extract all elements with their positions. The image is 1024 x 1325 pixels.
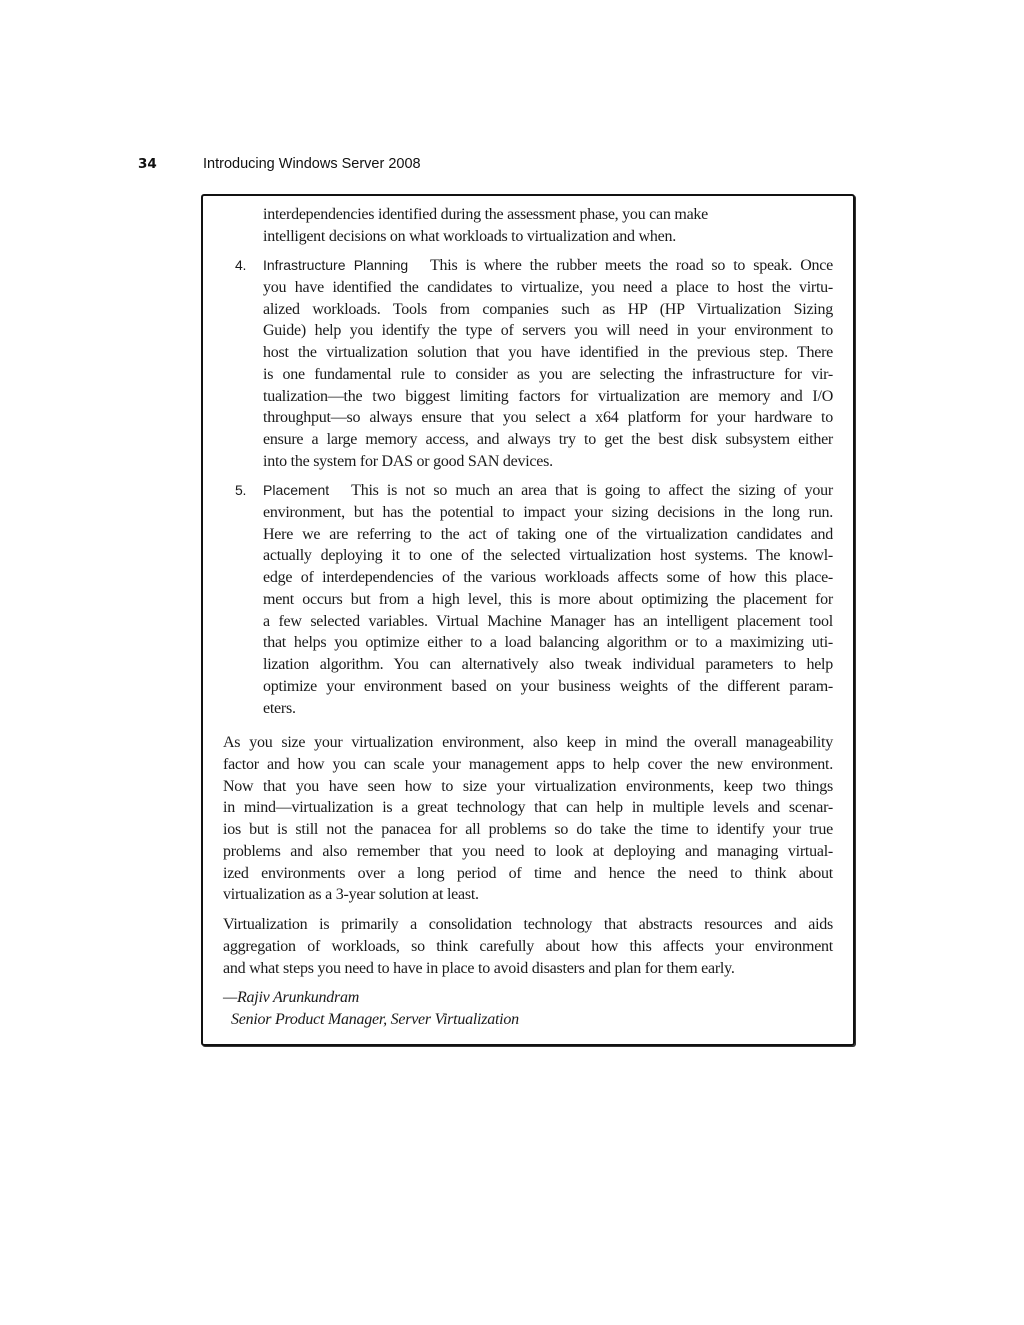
signature-role: Senior Product Manager, Server Virtualization bbox=[231, 1010, 519, 1028]
list-item-infrastructure-planning bbox=[235, 255, 833, 473]
text-line: Here we are referring to the act of taking one of the virtualization candidates and bbox=[263, 525, 833, 543]
text-line: As you size your virtualization environment, also keep in mind the overall manageability bbox=[223, 734, 833, 751]
text-line: alized workloads. Tools from companies such as HP (HP Virtualization Sizing bbox=[263, 300, 833, 318]
text-line: Guide) help you identify the type of servers you will need in your environment to bbox=[263, 322, 833, 340]
text-line: problems and also remember that you need to look at deploying and managing virtual- bbox=[223, 842, 833, 860]
body-paragraph bbox=[223, 732, 833, 906]
text-line: ensure a large memory access, and always try to get the best disk subsystem either bbox=[263, 431, 833, 448]
text-line: eters. bbox=[263, 699, 296, 717]
text-line: edge of interdependencies of the various workloads affects some of how this place- bbox=[263, 569, 833, 586]
text-line: actually deploying it to one of the selected virtualization host systems. The knowl- bbox=[263, 547, 833, 565]
list-text: This is where the rubber meets the road so to speak. Once bbox=[429, 257, 833, 274]
text-line: ized environments over a long period of time and hence the need to think about bbox=[223, 864, 833, 882]
running-header-title: Introducing Windows Server 2008 bbox=[203, 156, 421, 172]
text-line: lization algorithm. You can alternatively also tweak individual parameters to help bbox=[263, 656, 833, 673]
text-line: factor and how you can scale your management apps to help cover the new environment. bbox=[223, 755, 833, 773]
body-paragraph bbox=[223, 914, 833, 979]
text-line: that helps you optimize either to a load balancing algorithm or to a maximizing uti- bbox=[263, 634, 833, 652]
text-line: Virtualization is primarily a consolidation technology that abstracts resources and aids bbox=[223, 916, 833, 933]
text-line: throughput—so always ensure that you select a x64 platform for your hardware to bbox=[263, 409, 833, 427]
text-line bbox=[263, 255, 833, 277]
text-line: ment occurs but from a high level, this is more about optimizing the placement for bbox=[263, 590, 833, 608]
text-line: intelligent decisions on what workloads to virtualization and when. bbox=[263, 227, 676, 245]
text-line: environment, but has the potential to impact your sizing decisions in the long run. bbox=[263, 503, 833, 521]
text-line: is one fundamental rule to consider as you are selecting the infrastructure for vir- bbox=[263, 365, 833, 383]
text-line: aggregation of workloads, so think carefully about how this affects your environment bbox=[223, 937, 833, 955]
text-line: virtualization as a 3-year solution at least. bbox=[223, 886, 479, 904]
text-line: in mind—virtualization is a great technology that can help in multiple levels and scenar- bbox=[223, 799, 833, 817]
list-number: 4. bbox=[235, 257, 247, 273]
text-line: a few selected variables. Virtual Machine Manager has an intelligent placement tool bbox=[263, 612, 833, 630]
list-item-placement bbox=[235, 480, 833, 719]
text-line: host the virtualization solution that you have identified in the previous step. There bbox=[263, 344, 833, 361]
text-line: and what steps you need to have in place to avoid disasters and plan for them early. bbox=[223, 959, 735, 977]
signature-name: —Rajiv Arunkundram bbox=[223, 989, 360, 1006]
continuation-text bbox=[263, 204, 777, 248]
text-line bbox=[263, 480, 833, 502]
list-number: 5. bbox=[235, 482, 247, 498]
text-line: optimize your environment based on your business weights of the different param- bbox=[263, 677, 833, 695]
text-line: you have identified the candidates to virtualize, you need a place to host the virtu- bbox=[263, 278, 833, 296]
text-line: interdependencies identified during the assessment phase, you can make bbox=[263, 206, 709, 223]
list-term: Placement bbox=[263, 482, 330, 498]
text-line: tualization—the two biggest limiting factors for virtualization are memory and I/O bbox=[263, 387, 833, 405]
signature bbox=[223, 987, 519, 1031]
text-line: Now that you have seen how to size your virtualization environments, keep two things bbox=[223, 777, 833, 795]
list-term: Infrastructure Planning bbox=[263, 257, 409, 273]
page-number: 34 bbox=[138, 156, 157, 172]
list-text: This is not so much an area that is going to affect the sizing of your bbox=[351, 482, 833, 499]
text-line: into the system for DAS or good SAN devices. bbox=[263, 452, 553, 470]
text-line: ios but is still not the panacea for all problems so do take the time to identify your true bbox=[223, 821, 833, 838]
